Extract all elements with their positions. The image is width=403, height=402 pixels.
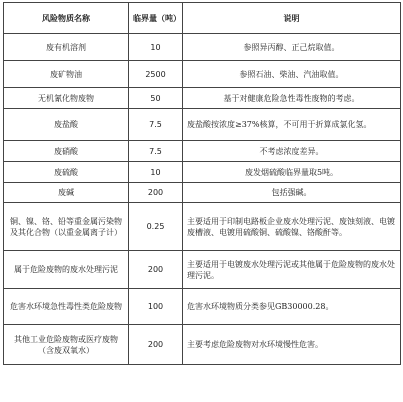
cell-qty: 0.25 [129, 203, 183, 251]
cell-name: 废有机溶剂 [4, 34, 129, 61]
cell-desc: 基于对健康危险急性毒性废物的考虑。 [183, 88, 401, 109]
cell-name: 废硫酸 [4, 162, 129, 183]
cell-qty: 10 [129, 162, 183, 183]
cell-qty: 200 [129, 251, 183, 289]
cell-name: 废硝酸 [4, 141, 129, 162]
table-row [4, 183, 401, 203]
hazardous-substance-table [3, 2, 401, 365]
table-row [4, 289, 401, 325]
cell-desc: 主要考虑危险废物对水环境慢性危害。 [183, 325, 401, 365]
cell-name: 废碱 [4, 183, 129, 203]
table-row [4, 162, 401, 183]
cell-qty: 200 [129, 183, 183, 203]
table-row [4, 203, 401, 251]
cell-name: 危害水环境急性毒性类危险废物 [4, 289, 129, 325]
cell-qty: 50 [129, 88, 183, 109]
cell-name: 废盐酸 [4, 109, 129, 141]
hazardous-substance-table-container [3, 2, 401, 365]
cell-desc: 废盐酸按浓度≥37%核算，不可用于折算成氯化氢。 [183, 109, 401, 141]
table-row [4, 34, 401, 61]
cell-qty: 10 [129, 34, 183, 61]
table-row [4, 141, 401, 162]
cell-qty: 2500 [129, 61, 183, 88]
table-row [4, 109, 401, 141]
cell-qty: 7.5 [129, 141, 183, 162]
table-row [4, 61, 401, 88]
cell-desc: 不考虑浓度差异。 [183, 141, 401, 162]
cell-desc: 参照异丙醇、正己烷取值。 [183, 34, 401, 61]
header-desc: 说明 [183, 3, 401, 34]
table-row [4, 325, 401, 365]
cell-desc: 废发烟硫酸临界量取5吨。 [183, 162, 401, 183]
cell-name: 无机氰化物废物 [4, 88, 129, 109]
table-row [4, 251, 401, 289]
header-qty: 临界量（吨） [129, 3, 183, 34]
cell-desc: 主要适用于电镀废水处理污泥或其他属于危险废物的废水处理污泥。 [183, 251, 401, 289]
cell-name: 属于危险废物的废水处理污泥 [4, 251, 129, 289]
cell-desc: 主要适用于印制电路板企业废水处理污泥、废蚀刻液、电镀废槽液、电镀用硫酸铜、硫酸镍、铬酸酐等。 [183, 203, 401, 251]
cell-qty: 200 [129, 325, 183, 365]
header-name: 风险物质名称 [4, 3, 129, 34]
cell-desc: 包括强碱。 [183, 183, 401, 203]
table-header-row [4, 3, 401, 34]
cell-name: 废矿物油 [4, 61, 129, 88]
table-row [4, 88, 401, 109]
cell-desc: 危害水环境物质分类参见GB30000.28。 [183, 289, 401, 325]
cell-qty: 7.5 [129, 109, 183, 141]
cell-qty: 100 [129, 289, 183, 325]
cell-name: 铜、镍、铬、铅等重金属污染物及其化合物（以重金属离子计） [4, 203, 129, 251]
cell-name: 其他工业危险废物或医疗废物（含废双氧水） [4, 325, 129, 365]
cell-desc: 参照石油、柴油、汽油取值。 [183, 61, 401, 88]
